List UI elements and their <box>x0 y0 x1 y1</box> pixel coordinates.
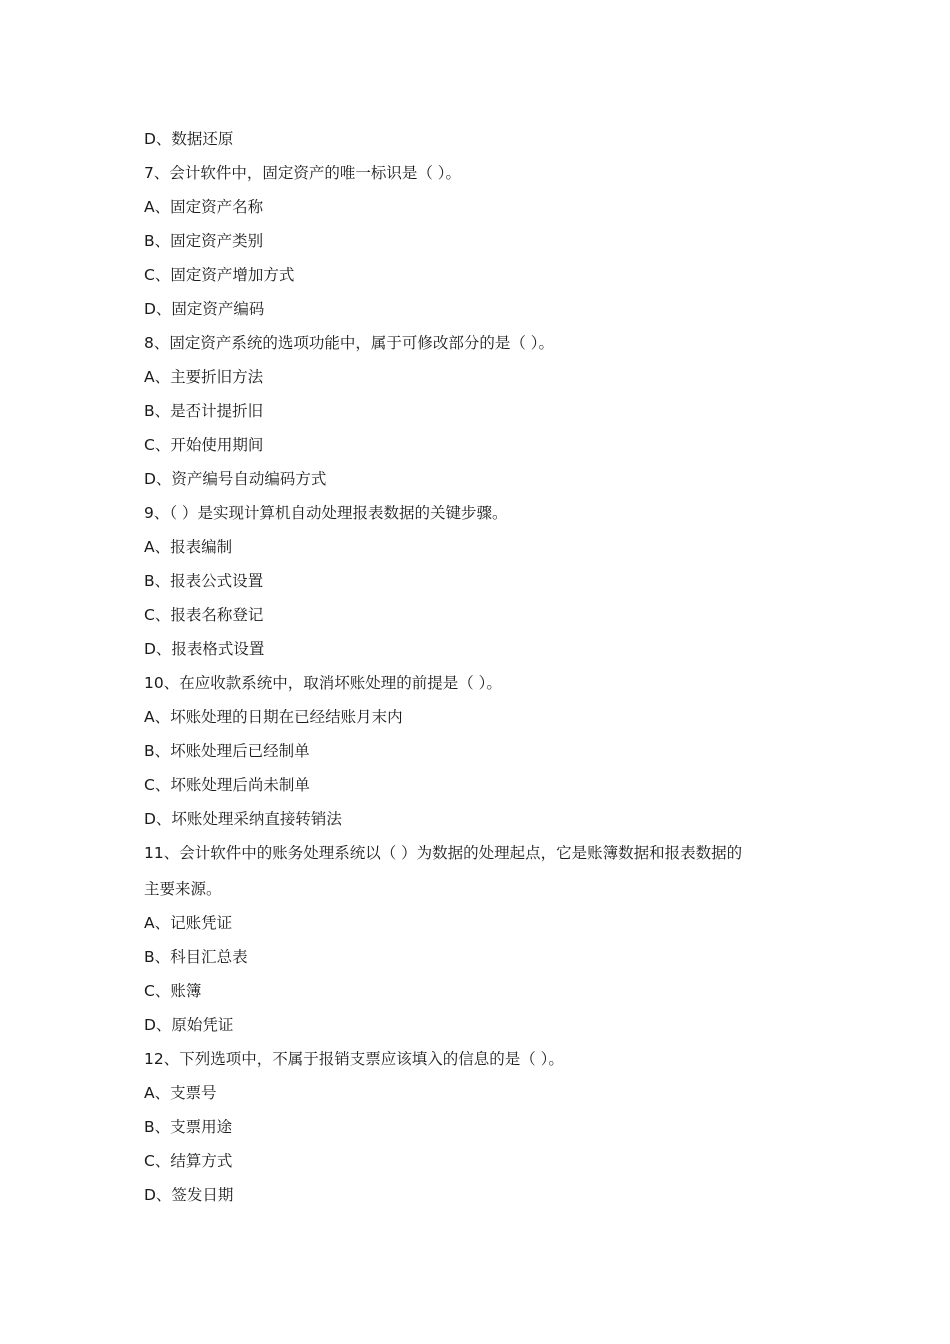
option-c: C、报表名称登记 <box>144 606 264 624</box>
option-d: D、原始凭证 <box>144 1016 234 1034</box>
option-b: B、支票用途 <box>144 1118 233 1136</box>
option-b: B、坏账处理后已经制单 <box>144 742 310 760</box>
document-content <box>144 122 824 1212</box>
option-a: A、支票号 <box>144 1084 217 1102</box>
option-d: D、报表格式设置 <box>144 640 265 658</box>
option-a: A、坏账处理的日期在已经结账月末内 <box>144 708 403 726</box>
option-a: A、固定资产名称 <box>144 198 264 216</box>
question-11: 11、会计软件中的账务处理系统以（ ）为数据的处理起点，它是账簿数据和报表数据的 <box>144 844 743 862</box>
option-d: D、资产编号自动编码方式 <box>144 470 327 488</box>
option-c: C、固定资产增加方式 <box>144 266 295 284</box>
question-12: 12、下列选项中，不属于报销支票应该填入的信息的是（ ）。 <box>144 1050 564 1068</box>
question-7: 7、会计软件中，固定资产的唯一标识是（ ）。 <box>144 164 462 182</box>
option-b: B、报表公式设置 <box>144 572 264 590</box>
question-8: 8、固定资产系统的选项功能中，属于可修改部分的是（ ）。 <box>144 334 555 352</box>
option-c: C、结算方式 <box>144 1152 233 1170</box>
option-d: D、固定资产编码 <box>144 300 265 318</box>
option-c: C、坏账处理后尚未制单 <box>144 776 310 794</box>
option-a: A、报表编制 <box>144 538 233 556</box>
option-d: D、数据还原 <box>144 130 234 148</box>
option-d: D、签发日期 <box>144 1186 234 1204</box>
option-d: D、坏账处理采纳直接转销法 <box>144 810 342 828</box>
option-c: C、开始使用期间 <box>144 436 264 454</box>
option-a: A、主要折旧方法 <box>144 368 264 386</box>
option-b: B、是否计提折旧 <box>144 402 264 420</box>
option-c: C、账簿 <box>144 982 202 1000</box>
question-11-continuation: 主要来源。 <box>144 880 222 898</box>
option-b: B、固定资产类别 <box>144 232 264 250</box>
option-a: A、记账凭证 <box>144 914 233 932</box>
question-9: 9、（ ）是实现计算机自动处理报表数据的关键步骤。 <box>144 504 508 522</box>
question-10: 10、在应收款系统中，取消坏账处理的前提是（ ）。 <box>144 674 502 692</box>
option-b: B、科目汇总表 <box>144 948 248 966</box>
